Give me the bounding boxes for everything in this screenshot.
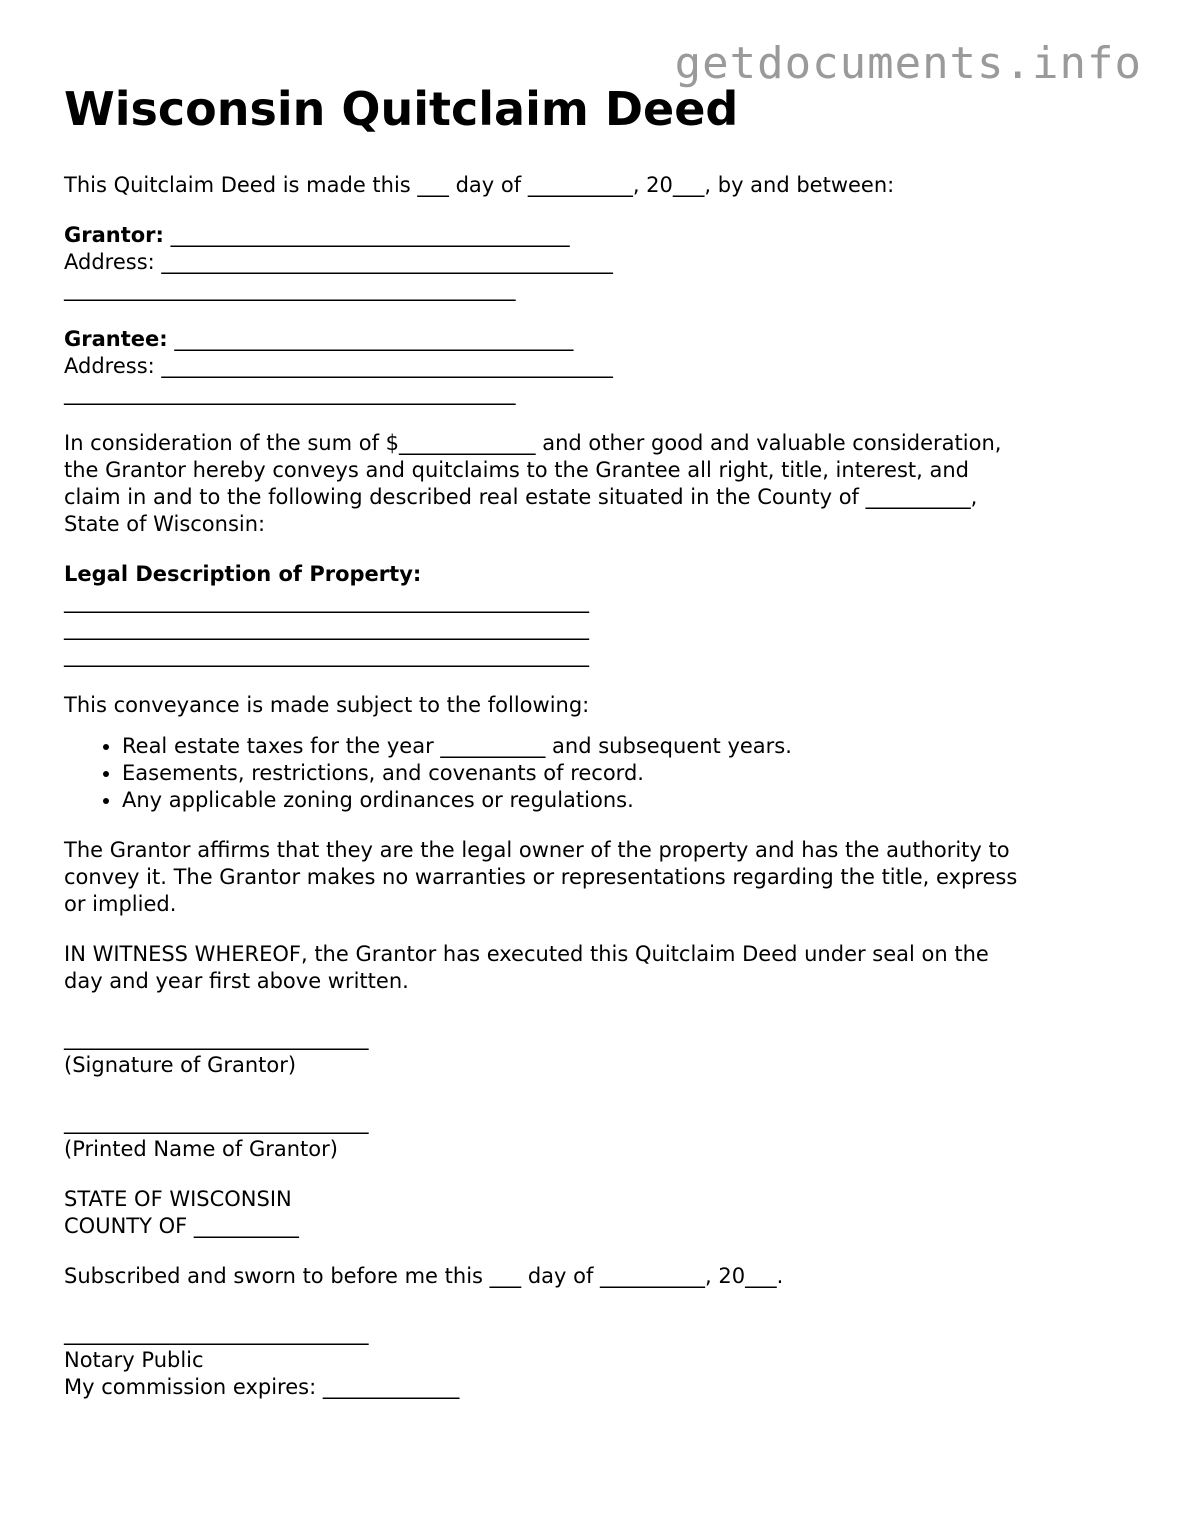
subject-to-list [64, 733, 1144, 814]
signature-line: _____________________________ [64, 1026, 369, 1050]
legal-description-block [64, 561, 1144, 669]
legal-description-line: __________________________________________________ [64, 616, 589, 640]
notary-commission: My commission expires: _____________ [64, 1375, 460, 1399]
grantor-line [64, 222, 1144, 249]
affirmation-line-3: or implied. [64, 892, 177, 916]
grantee-line [64, 326, 1144, 353]
notary-state: STATE OF WISCONSIN [64, 1187, 292, 1211]
subject-to-intro: This conveyance is made subject to the following: [64, 693, 590, 717]
printed-name-line: _____________________________ [64, 1110, 369, 1134]
grantee-block [64, 326, 1144, 407]
grantor-name-blank: ______________________________________ [163, 223, 570, 247]
consideration-line-3: claim in and to the following described real estate situated in the County of __________, [64, 485, 978, 509]
legal-description-heading: Legal Description of Property: [64, 562, 422, 586]
notary-block [64, 1186, 1144, 1401]
list-item: • Easements, restrictions, and covenants of record. [122, 760, 1144, 787]
witness-paragraph [64, 941, 1144, 995]
signature-caption: (Signature of Grantor) [64, 1053, 297, 1077]
grantor-label: Grantor: [64, 223, 164, 247]
consideration-line-2: the Grantor hereby conveys and quitclaims to the Grantee all right, title, interest, and [64, 458, 969, 482]
grantor-address-line2: ___________________________________________ [64, 277, 516, 301]
affirmation-line-1: The Grantor affirms that they are the legal owner of the property and has the authority to [64, 838, 1010, 862]
grantee-name-blank: ______________________________________ [167, 327, 574, 351]
printed-name-caption: (Printed Name of Grantor) [64, 1137, 338, 1161]
notary-title: Notary Public [64, 1348, 204, 1372]
affirmation-paragraph [64, 837, 1144, 918]
document-page [64, 80, 1144, 1401]
affirmation-line-2: convey it. The Grantor makes no warranties or representations regarding the title, express [64, 865, 1018, 889]
document-title: Wisconsin Quitclaim Deed [64, 82, 739, 136]
intro-text: This Quitclaim Deed is made this ___ day of __________, 20___, by and between: [64, 173, 895, 197]
watermark: getdocuments.info [674, 38, 1142, 89]
list-item: • Any applicable zoning ordinances or regulations. [122, 787, 1144, 814]
notary-sworn-text: Subscribed and sworn to before me this ___ day of __________, 20___. [64, 1264, 784, 1288]
grantor-address: Address: ___________________________________________ [64, 250, 613, 274]
witness-line-2: day and year first above written. [64, 969, 409, 993]
consideration-line-1: In consideration of the sum of $_____________ and other good and valuable consideration, [64, 431, 1002, 455]
grantee-address: Address: ___________________________________________ [64, 354, 613, 378]
grantee-address-line2: ___________________________________________ [64, 381, 516, 405]
notary-signature-line: _____________________________ [64, 1321, 369, 1345]
notary-county: COUNTY OF __________ [64, 1214, 299, 1238]
grantor-block [64, 222, 1144, 303]
legal-description-line: __________________________________________________ [64, 643, 589, 667]
list-item: • Real estate taxes for the year __________ and subsequent years. [122, 733, 1144, 760]
grantor-signature-block [64, 1025, 1144, 1163]
legal-description-line: __________________________________________________ [64, 589, 589, 613]
grantee-label: Grantee: [64, 327, 168, 351]
witness-line-1: IN WITNESS WHEREOF, the Grantor has executed this Quitclaim Deed under seal on the [64, 942, 989, 966]
consideration-paragraph [64, 430, 1144, 538]
consideration-line-4: State of Wisconsin: [64, 512, 266, 536]
